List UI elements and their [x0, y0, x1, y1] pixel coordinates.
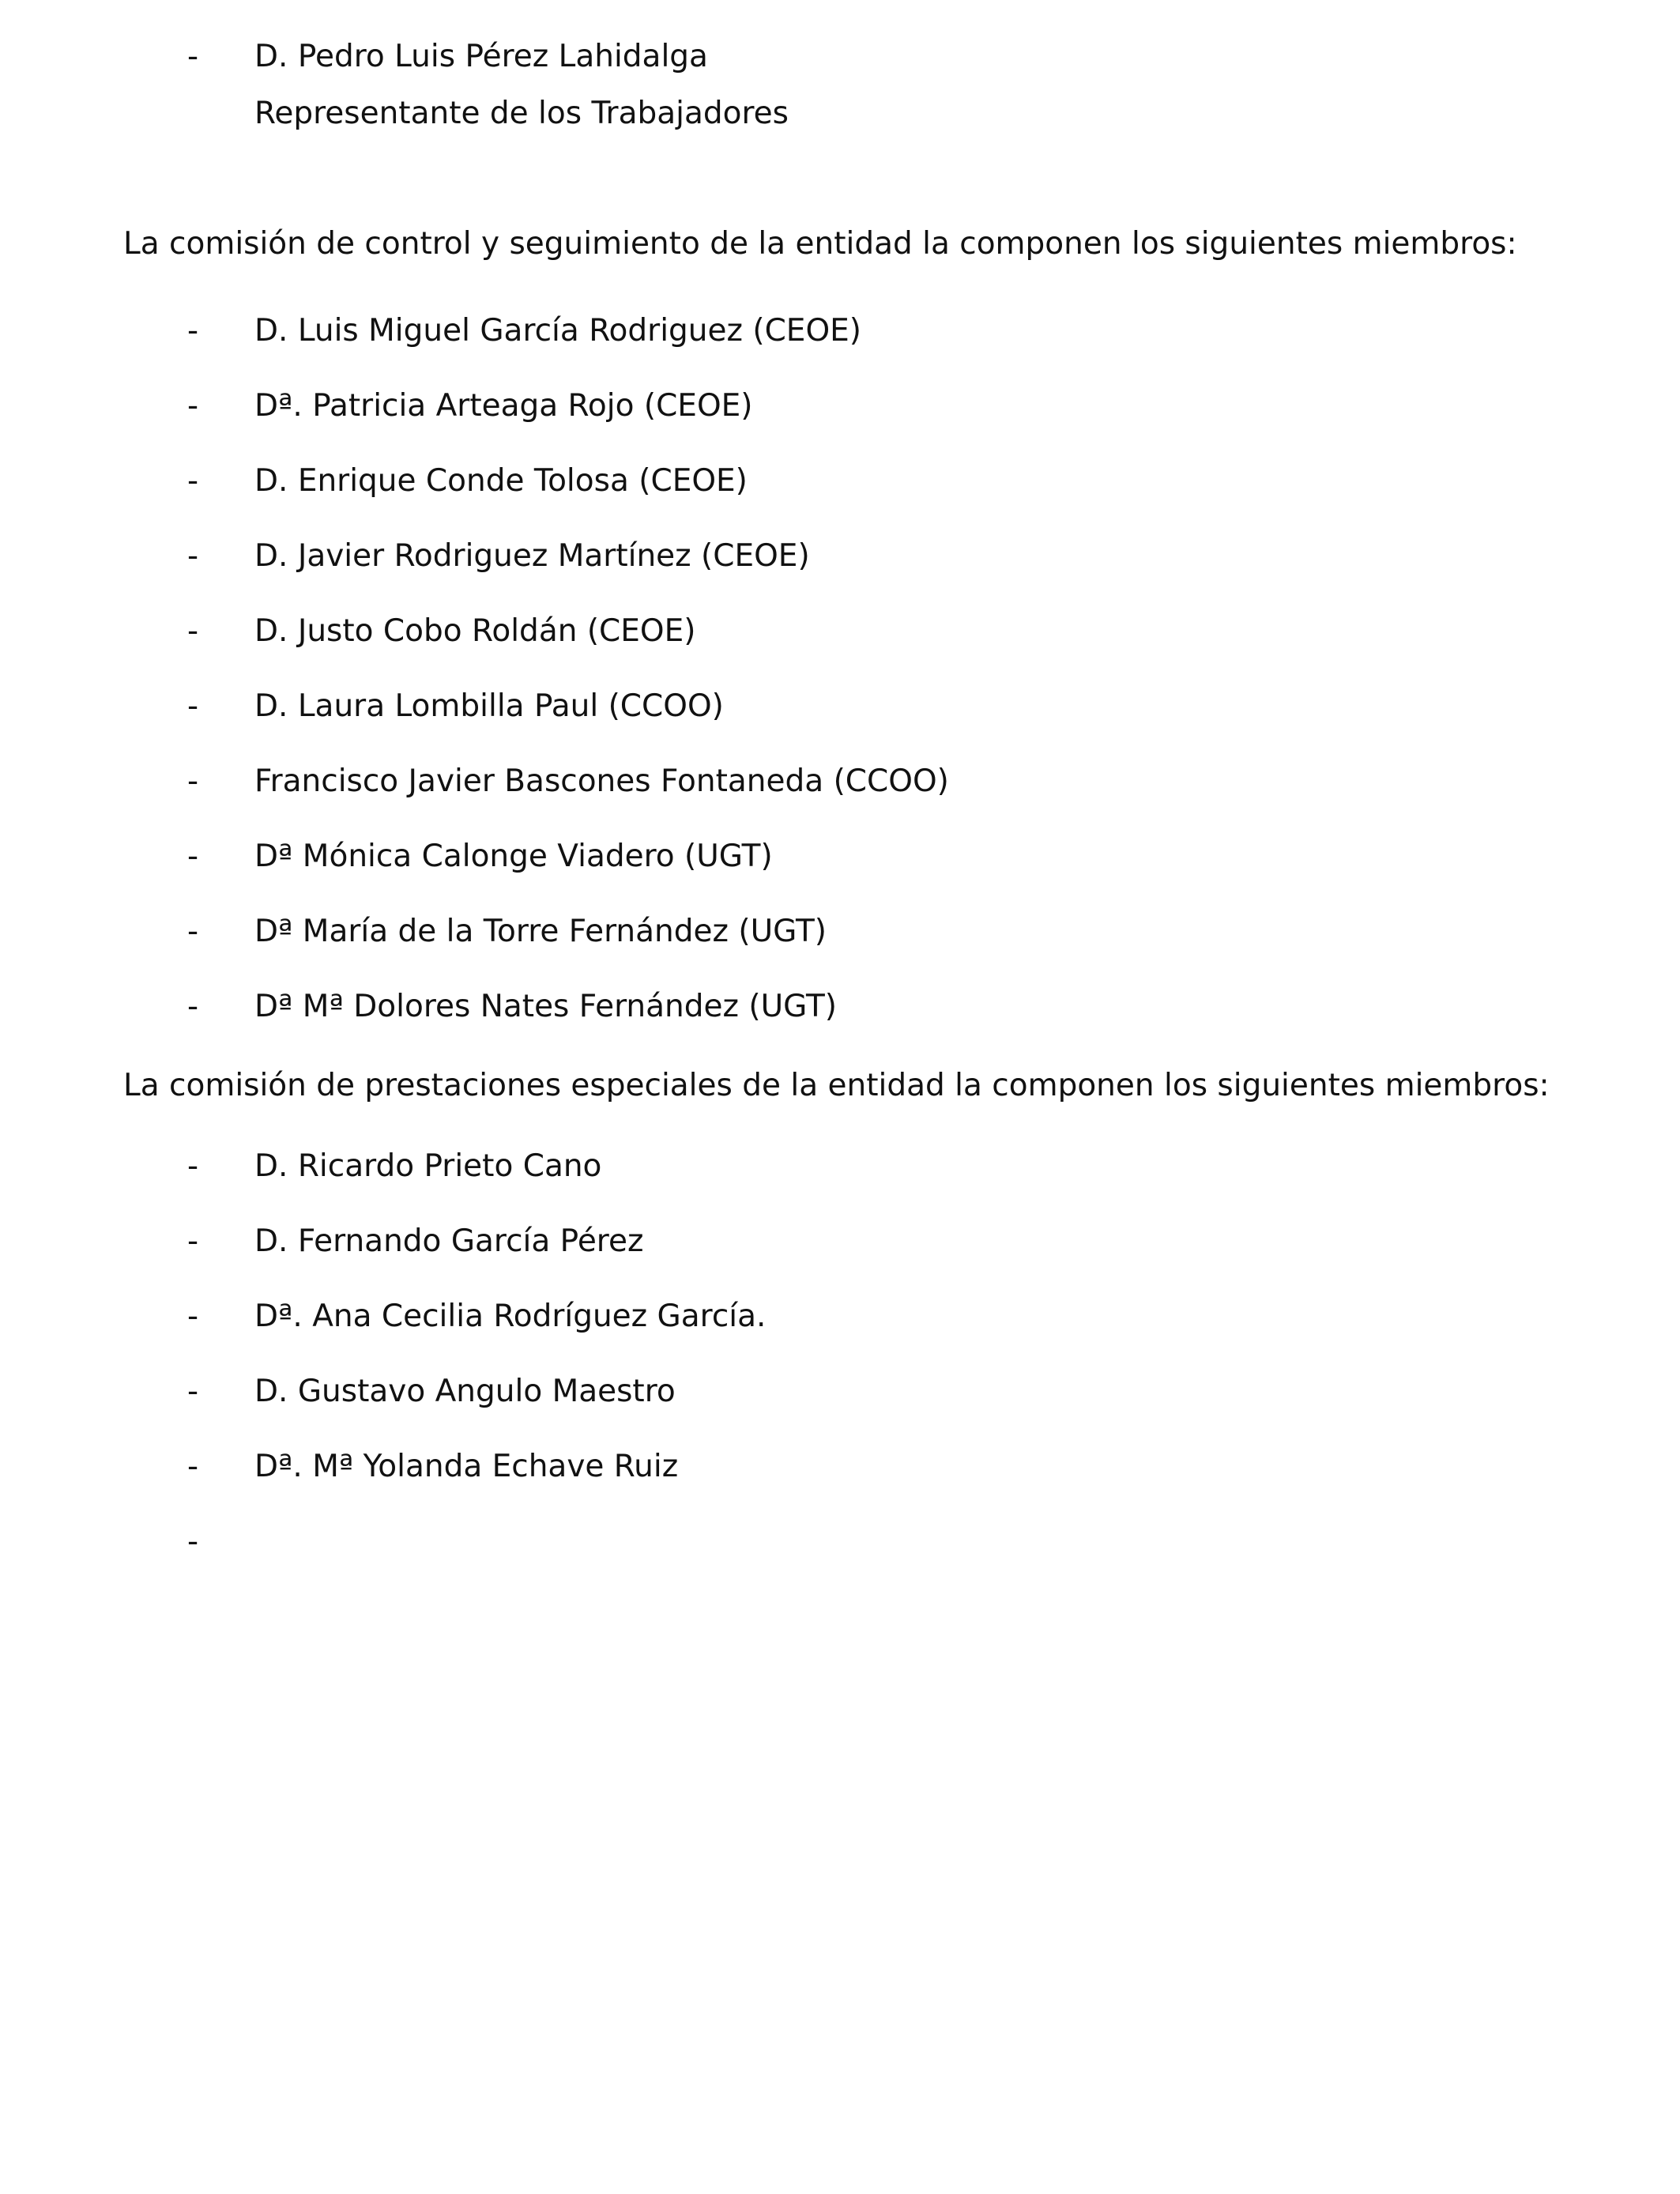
- member-role: Representante de los Trabajadores: [254, 96, 789, 131]
- list-bullet: -: [187, 763, 199, 799]
- control-commission-intro: La comisión de control y seguimiento de la entidad la componen los siguientes miembros:: [123, 226, 1517, 262]
- member-name: D. Gustavo Angulo Maestro: [254, 1374, 676, 1409]
- member-name: D. Luis Miguel García Rodriguez (CEOE): [254, 313, 862, 349]
- member-name: D. Enrique Conde Tolosa (CEOE): [254, 463, 748, 499]
- member-name: D. Pedro Luis Pérez Lahidalga: [254, 39, 708, 74]
- list-bullet: -: [187, 1524, 199, 1559]
- member-name: Francisco Javier Bascones Fontaneda (CCOO): [254, 763, 949, 799]
- member-name: D. Justo Cobo Roldán (CEOE): [254, 613, 696, 649]
- list-bullet: -: [187, 989, 199, 1024]
- list-bullet: -: [187, 313, 199, 349]
- member-name: D. Ricardo Prieto Cano: [254, 1148, 602, 1184]
- special-benefits-commission-intro: La comisión de prestaciones especiales de la entidad la componen los siguientes miembros:: [123, 1068, 1550, 1103]
- list-bullet: -: [187, 1374, 199, 1409]
- member-name: D. Javier Rodriguez Martínez (CEOE): [254, 538, 810, 574]
- list-bullet: -: [187, 1299, 199, 1334]
- member-name: Dª. Patricia Arteaga Rojo (CEOE): [254, 388, 753, 424]
- member-name: Dª. Ana Cecilia Rodríguez García.: [254, 1299, 767, 1334]
- list-bullet: -: [187, 839, 199, 874]
- list-bullet: -: [187, 463, 199, 499]
- list-bullet: -: [187, 1148, 199, 1184]
- list-bullet: -: [187, 538, 199, 574]
- list-bullet: -: [187, 388, 199, 424]
- list-bullet: -: [187, 39, 199, 74]
- list-bullet: -: [187, 914, 199, 949]
- member-name: D. Laura Lombilla Paul (CCOO): [254, 688, 724, 724]
- member-name: D. Fernando García Pérez: [254, 1223, 644, 1259]
- member-name: Dª Mónica Calonge Viadero (UGT): [254, 839, 773, 874]
- list-bullet: -: [187, 613, 199, 649]
- list-bullet: -: [187, 1449, 199, 1484]
- list-bullet: -: [187, 688, 199, 724]
- list-bullet: -: [187, 1223, 199, 1259]
- member-name: Dª. Mª Yolanda Echave Ruiz: [254, 1449, 679, 1484]
- member-name: Dª María de la Torre Fernández (UGT): [254, 914, 827, 949]
- member-name: Dª Mª Dolores Nates Fernández (UGT): [254, 989, 838, 1024]
